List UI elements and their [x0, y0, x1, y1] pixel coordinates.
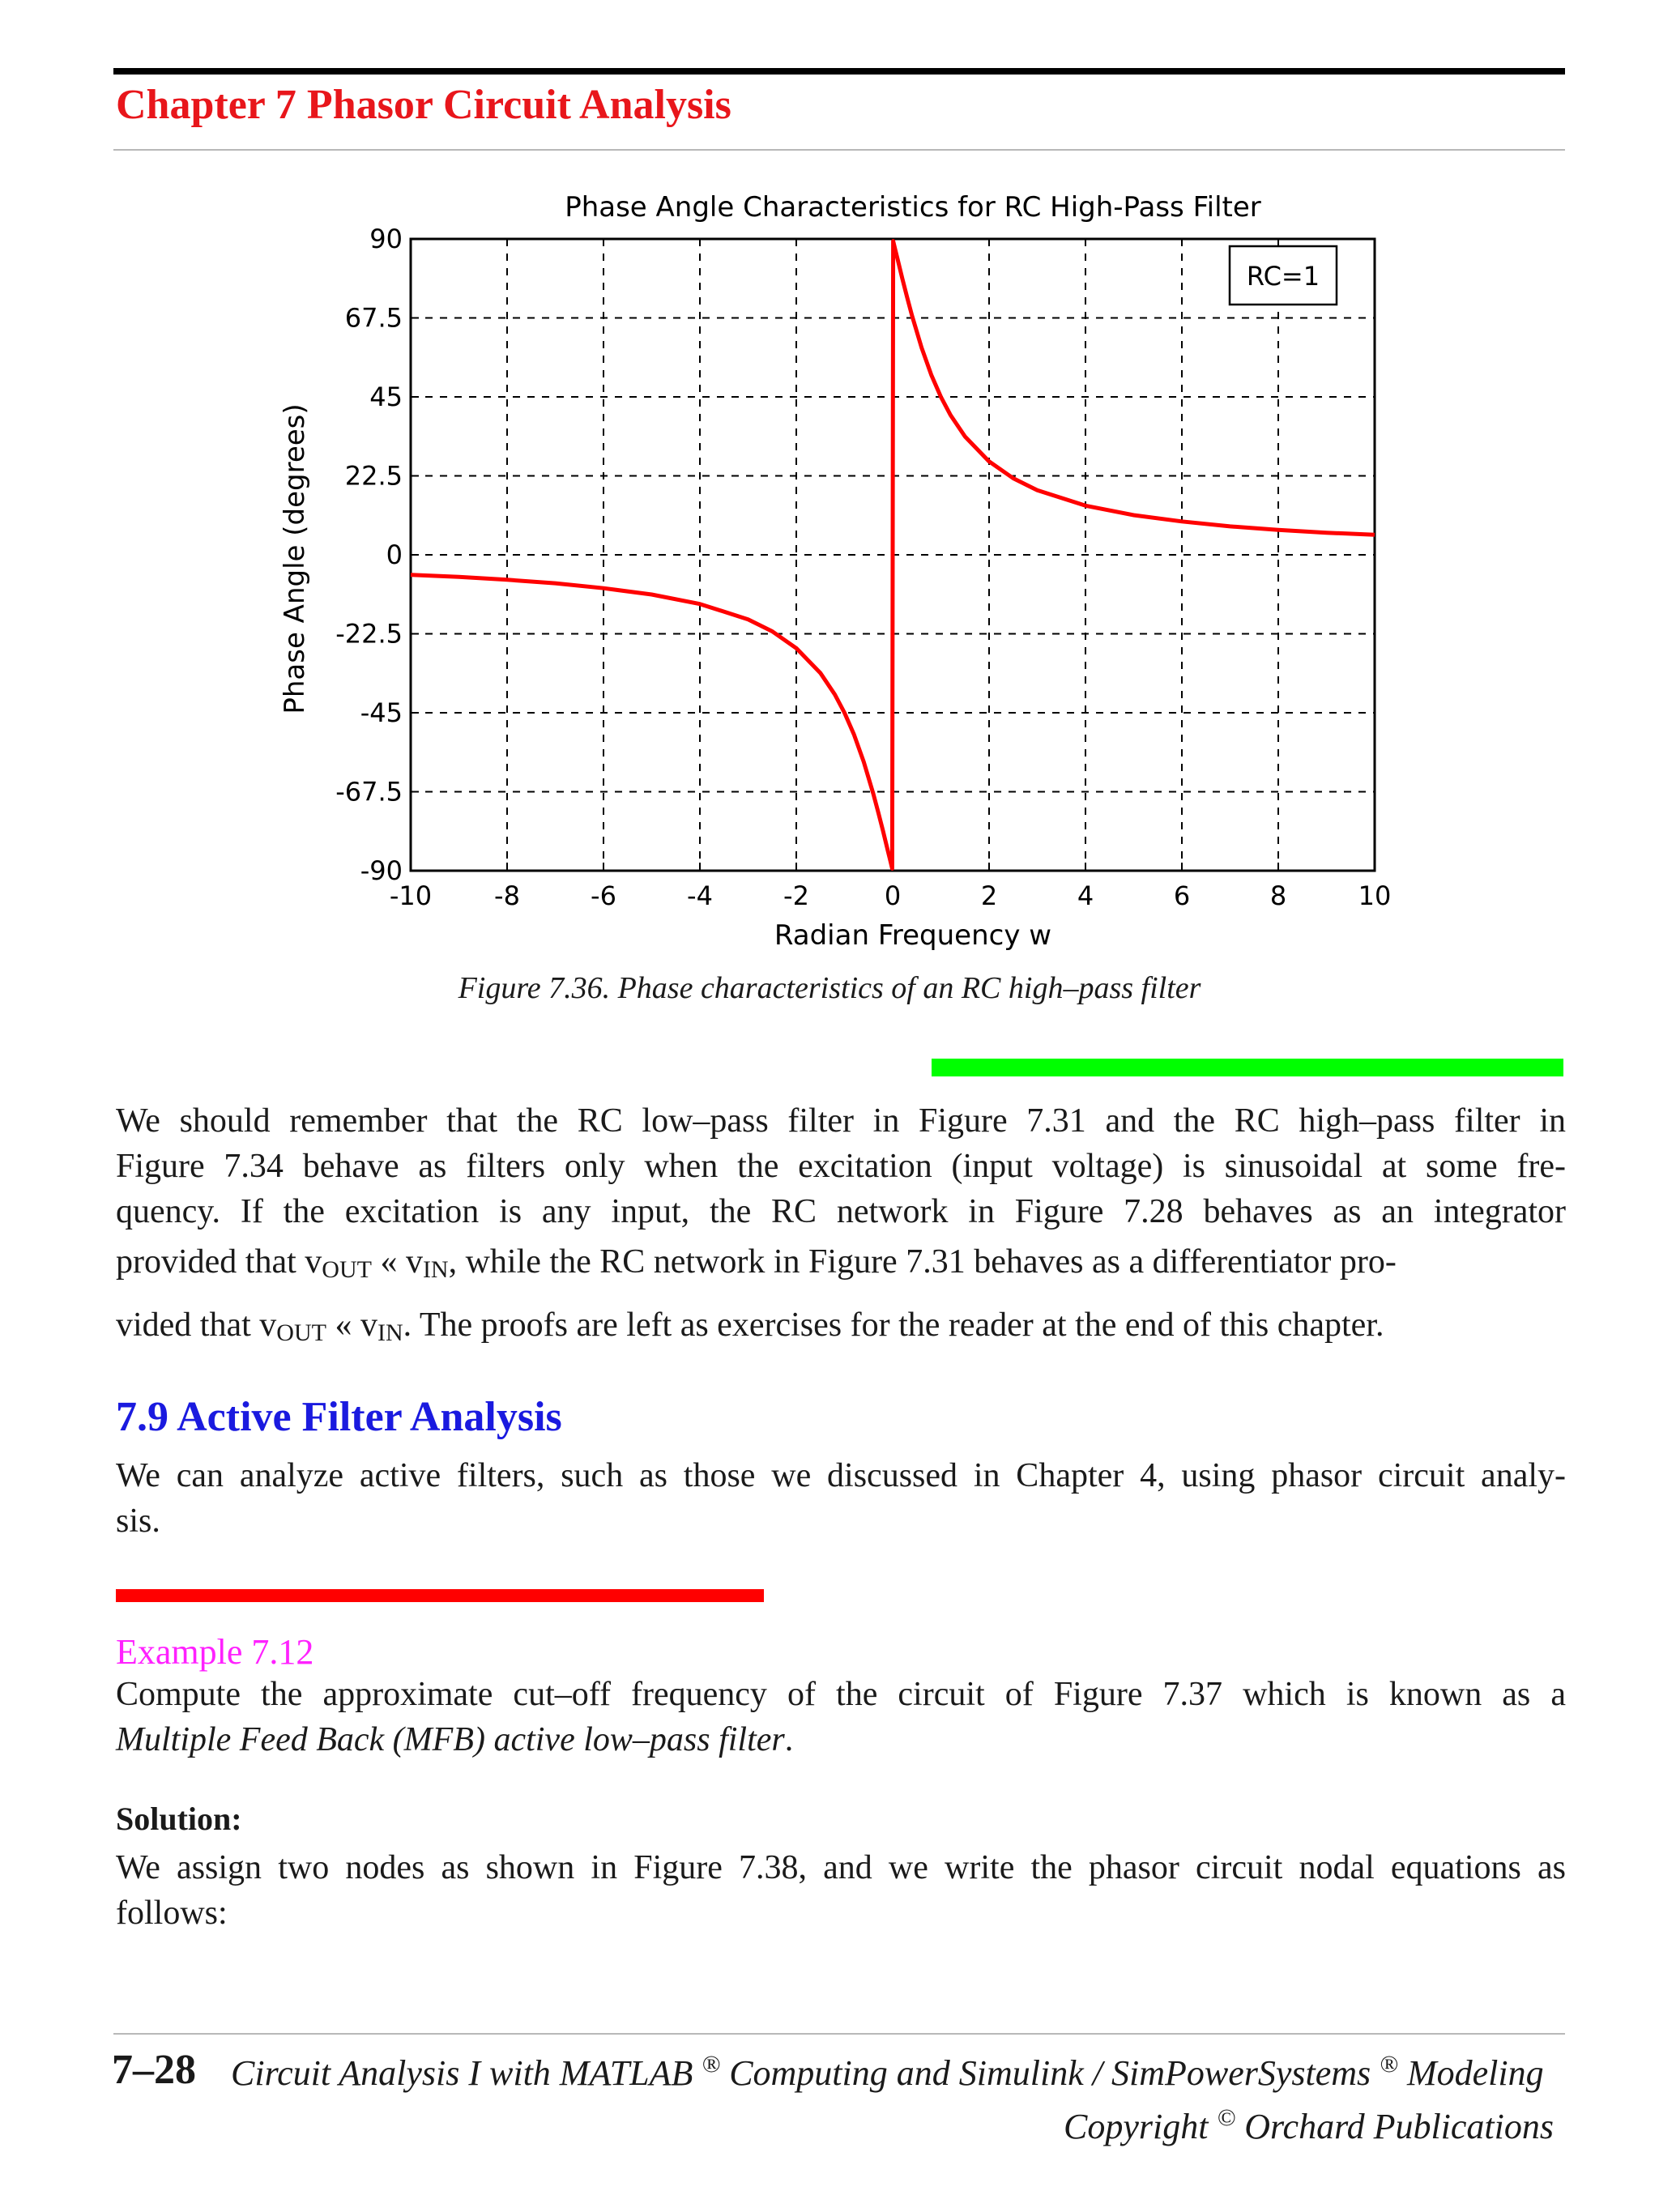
subscript: OUT	[276, 1319, 326, 1346]
registered-mark: ®	[702, 2051, 721, 2078]
tick-label-y: -67.5	[335, 776, 403, 808]
red-bar	[116, 1589, 764, 1602]
tick-label-x: 6	[1173, 880, 1191, 911]
chart-y-label: Phase Angle (degrees)	[279, 403, 311, 714]
header-rule	[113, 68, 1565, 75]
para-line: sis.	[116, 1502, 160, 1540]
text: Circuit Analysis I with MATLAB	[231, 2053, 693, 2093]
text: « v	[326, 1306, 377, 1344]
page-number: 7–28	[112, 2047, 196, 2093]
para-line: Compute the approximate cut–off frequency of the circuit of Figure 7.37 which is known as a	[116, 1676, 1566, 1713]
legend-label: RC=1	[1246, 261, 1320, 292]
tick-label-x: -8	[494, 880, 520, 911]
paragraph-filters	[116, 1098, 1566, 1356]
text: provided that v	[116, 1243, 322, 1281]
tick-label-x: -4	[687, 880, 713, 911]
text: . The proofs are left as exercises for the reader at the end of this chapter.	[403, 1306, 1384, 1344]
para-line	[116, 1717, 1566, 1762]
subscript: IN	[377, 1319, 403, 1346]
para-line: We can analyze active filters, such as those we discussed in Chapter 4, using phasor circuit analy-	[116, 1457, 1566, 1494]
tick-label-y: 45	[369, 381, 403, 412]
para-line: quency. If the excitation is any input, the RC network in Figure 7.28 behaves as an integrator	[116, 1193, 1566, 1230]
solution-heading: Solution:	[116, 1801, 242, 1837]
tick-label-y: -45	[360, 697, 403, 728]
chart-legend	[1230, 246, 1337, 305]
text: Computing and Simulink / SimPowerSystems	[720, 2053, 1371, 2093]
tick-label-x: -6	[591, 880, 616, 911]
text: , while the RC network in Figure 7.31 behaves as a differentiator pro-	[448, 1243, 1397, 1281]
tick-label-x: 4	[1077, 880, 1094, 911]
section-heading: 7.9 Active Filter Analysis	[116, 1394, 562, 1440]
footer-book-title	[231, 2051, 1544, 2094]
chart-title: Phase Angle Characteristics for RC High-Pass Filter	[565, 191, 1261, 224]
para-line	[116, 1302, 1566, 1356]
footer-divider	[113, 2033, 1565, 2035]
tick-label-x: 2	[980, 880, 998, 911]
subscript: OUT	[322, 1256, 372, 1283]
tick-label-y: -22.5	[335, 618, 403, 650]
para-line: follows:	[116, 1894, 228, 1932]
chart-svg	[267, 178, 1401, 956]
footer-copyright	[1064, 2104, 1554, 2147]
green-bar	[932, 1059, 1563, 1076]
tick-label-y: 67.5	[344, 302, 403, 334]
tick-label-y: 22.5	[344, 460, 403, 492]
text: vided that v	[116, 1306, 277, 1344]
figure-caption: Figure 7.36. Phase characteristics of an RC high–pass filter	[458, 971, 1201, 1005]
para-line	[116, 1239, 1566, 1293]
tick-label-x: 8	[1269, 880, 1287, 911]
copyright-mark: ©	[1217, 2104, 1236, 2131]
chapter-title: Chapter 7 Phasor Circuit Analysis	[116, 82, 731, 128]
text: « v	[371, 1243, 423, 1281]
tick-label-y: -90	[360, 855, 403, 886]
tick-label-x: 0	[884, 880, 902, 911]
para-line: We should remember that the RC low–pass filter in Figure 7.31 and the RC high–pass filter in	[116, 1102, 1566, 1140]
paragraph-solution	[116, 1845, 1566, 1936]
tick-label-x: 10	[1358, 880, 1392, 911]
example-heading: Example 7.12	[116, 1632, 314, 1672]
subscript: IN	[422, 1256, 449, 1283]
italic-text: Multiple Feed Back (MFB) active low–pass filter	[116, 1721, 785, 1758]
para-line: Figure 7.34 behave as filters only when the excitation (input voltage) is sinusoidal at some fre-	[116, 1148, 1566, 1185]
text: Copyright	[1064, 2107, 1209, 2146]
registered-mark: ®	[1380, 2051, 1398, 2078]
text: .	[784, 1721, 794, 1758]
tick-label-x: -10	[389, 880, 433, 911]
chart-ticks	[335, 224, 1391, 911]
chart-x-label: Radian Frequency w	[774, 919, 1052, 952]
tick-label-y: 0	[386, 539, 403, 570]
paragraph-active-filters	[116, 1453, 1566, 1544]
paragraph-example	[116, 1672, 1566, 1762]
text: Orchard Publications	[1235, 2107, 1554, 2146]
para-line: We assign two nodes as shown in Figure 7.38, and we write the phasor circuit nodal equations as	[116, 1849, 1566, 1886]
text: Modeling	[1397, 2053, 1544, 2093]
header-divider	[113, 149, 1565, 151]
tick-label-y: 90	[369, 224, 403, 254]
tick-label-x: -2	[783, 880, 809, 911]
phase-chart	[267, 178, 1401, 956]
